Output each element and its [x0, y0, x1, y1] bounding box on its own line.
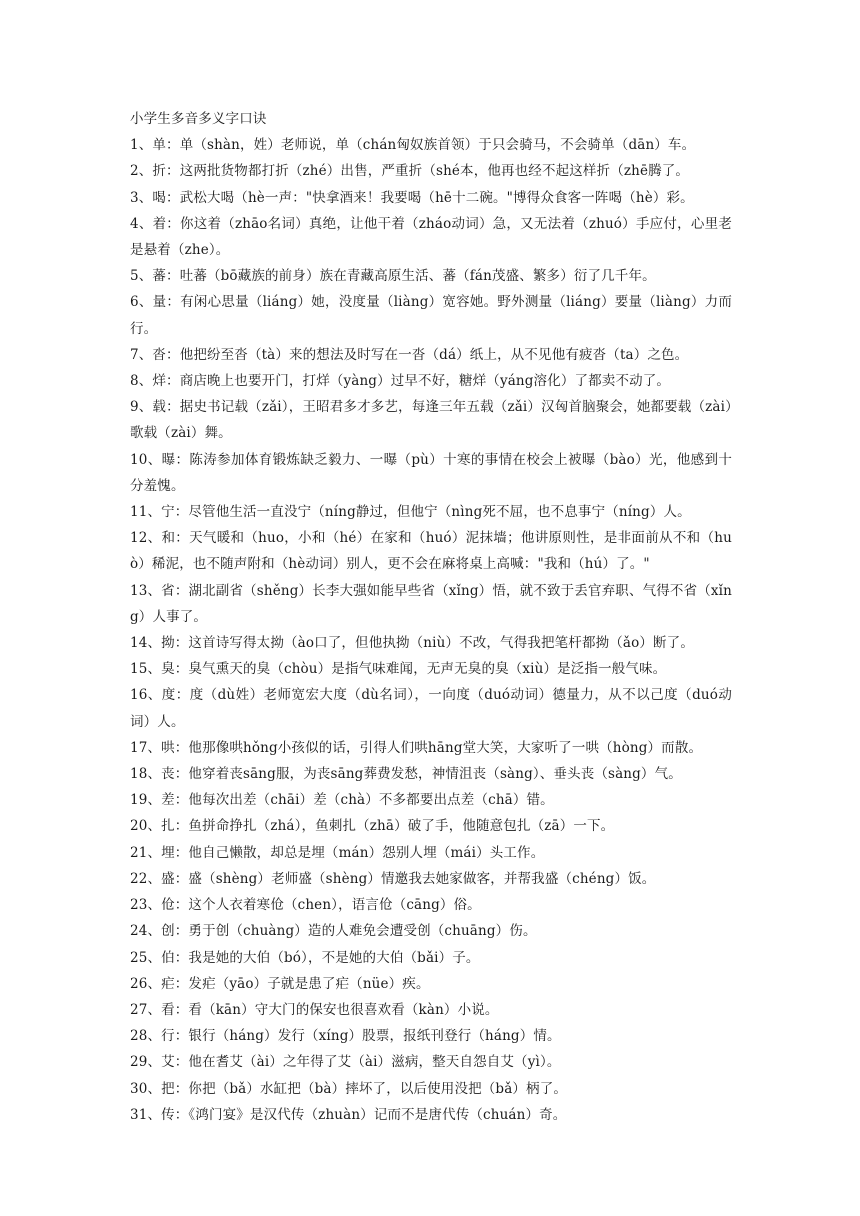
entry-13: 13、省：湖北副省（shěng）长李大强如能早些省（xǐng）悟，就不致于丢官弃职、气得不省（xǐng）人事了。 [130, 582, 732, 625]
entry-8: 8、烊：商店晚上也要开门，打烊（yàng）过早不好，糖烊（yáng溶化）了都卖不动了。 [130, 373, 671, 390]
entry-28: 28、行：银行（háng）发行（xíng）股票，报纸刊登行（háng）情。 [130, 1028, 561, 1045]
entry-25: 25、伯：我是她的大伯（bó），不是她的大伯（bǎi）子。 [130, 949, 480, 966]
entry-24: 24、创：勇于创（chuàng）造的人难免会遭受创（chuāng）伤。 [130, 923, 537, 940]
entry-12: 12、和：天气暖和（huo，小和（hé）在家和（huó）泥抹墙；他讲原则性，是非面前从不和（huò）稀泥，也不随声附和（hè动词）别人，更不会在麻将桌上高喊："我和（hú）了。" [130, 530, 732, 573]
entry-list [130, 132, 732, 1128]
entry-3: 3、喝：武松大喝（hè一声："快拿酒来！我要喝（hē十二碗。"博得众食客一阵喝（hè）彩。 [130, 189, 694, 206]
entry-23: 23、伧：这个人衣着寒伧（chen），语言伧（cāng）俗。 [130, 897, 481, 914]
entry-18: 18、丧：他穿着丧sāng服，为丧sāng葬费发愁，神情沮丧（sàng）、垂头丧（sàng）气。 [130, 766, 682, 783]
entry-26: 26、疟：发疟（yāo）子就是患了疟（nüe）疾。 [130, 975, 430, 992]
entry-5: 5、蕃：吐蕃（bō藏族的前身）族在青藏高原生活、蕃（fán茂盛、繁多）衍了几千年。 [130, 268, 656, 285]
entry-9: 9、载：据史书记载（zǎi），王昭君多才多艺，每逢三年五载（zǎi）汉匈首脑聚会，她都要载（zài）歌载（zài）舞。 [130, 399, 732, 442]
document-page [130, 106, 732, 1128]
entry-30: 30、把：你把（bǎ）水缸把（bà）摔坏了，以后使用没把（bǎ）柄了。 [130, 1080, 567, 1097]
entry-10: 10、曝：陈涛参加体育锻炼缺乏毅力、一曝（pù）十寒的事情在校会上被曝（bào）光，他感到十分羞愧。 [130, 451, 732, 494]
entry-15: 15、臭：臭气熏天的臭（chòu）是指气味难闻，无声无臭的臭（xiù）是泛指一般气味。 [130, 661, 667, 678]
entry-17: 17、哄：他那像哄hǒng小孩似的话，引得人们哄hāng堂大笑，大家听了一哄（hòng）而散。 [130, 739, 703, 756]
entry-1: 1、单：单（shàn，姓）老师说，单（chán匈奴族首领）于只会骑马，不会骑单（dān）车。 [130, 137, 696, 154]
entry-31: 31、传：《鸿门宴》是汉代传（zhuàn）记而不是唐代传（chuán）奇。 [130, 1106, 567, 1123]
entry-2: 2、折：这两批货物都打折（zhé）出售，严重折（shé本，他再也经不起这样折（zhē腾了。 [130, 163, 690, 180]
entry-27: 27、看：看（kān）守大门的保安也很喜欢看（kàn）小说。 [130, 1001, 499, 1018]
document-title: 小学生多音多义字口诀 [130, 111, 267, 127]
entry-16: 16、度：度（dù姓）老师宽宏大度（dù名词），一向度（duó动词）德量力，从不以己度（duó动词）人。 [130, 687, 732, 730]
entry-14: 14、拗：这首诗写得太拗（ào口了，但他执拗（niù）不改，气得我把笔杆都拗（ǎo）断了。 [130, 635, 694, 652]
entry-22: 22、盛：盛（shèng）老师盛（shèng）情邀我去她家做客，并帮我盛（chéng）饭。 [130, 870, 656, 887]
entry-19: 19、差：他每次出差（chāi）差（chà）不多都要出点差（chā）错。 [130, 792, 554, 809]
entry-29: 29、艾：他在耆艾（ài）之年得了艾（ài）滋病，整天自怨自艾（yì）。 [130, 1054, 561, 1071]
entry-4: 4、着：你这着（zhāo名词）真绝，让他干着（zháo动词）急，又无法着（zhuó）手应付，心里老是悬着（zhe）。 [130, 215, 732, 259]
entry-20: 20、扎：鱼拼命挣扎（zhá），鱼刺扎（zhā）破了手，他随意包扎（zā）一下。 [130, 818, 615, 835]
entry-7: 7、沓：他把纷至沓（tà）来的想法及时写在一沓（dá）纸上，从不见他有疲沓（ta）之色。 [130, 346, 689, 363]
entry-6: 6、量：有闲心思量（liáng）她，没度量（liàng）宽容她。野外测量（liáng）要量（liàng）力而行。 [130, 294, 732, 337]
entry-21: 21、埋：他自己懒散，却总是埋（mán）怨别人埋（mái）头工作。 [130, 844, 545, 861]
entry-11: 11、宁：尽管他生活一直没宁（níng静过，但他宁（nìng死不屈，也不息事宁（níng）人。 [130, 504, 691, 521]
